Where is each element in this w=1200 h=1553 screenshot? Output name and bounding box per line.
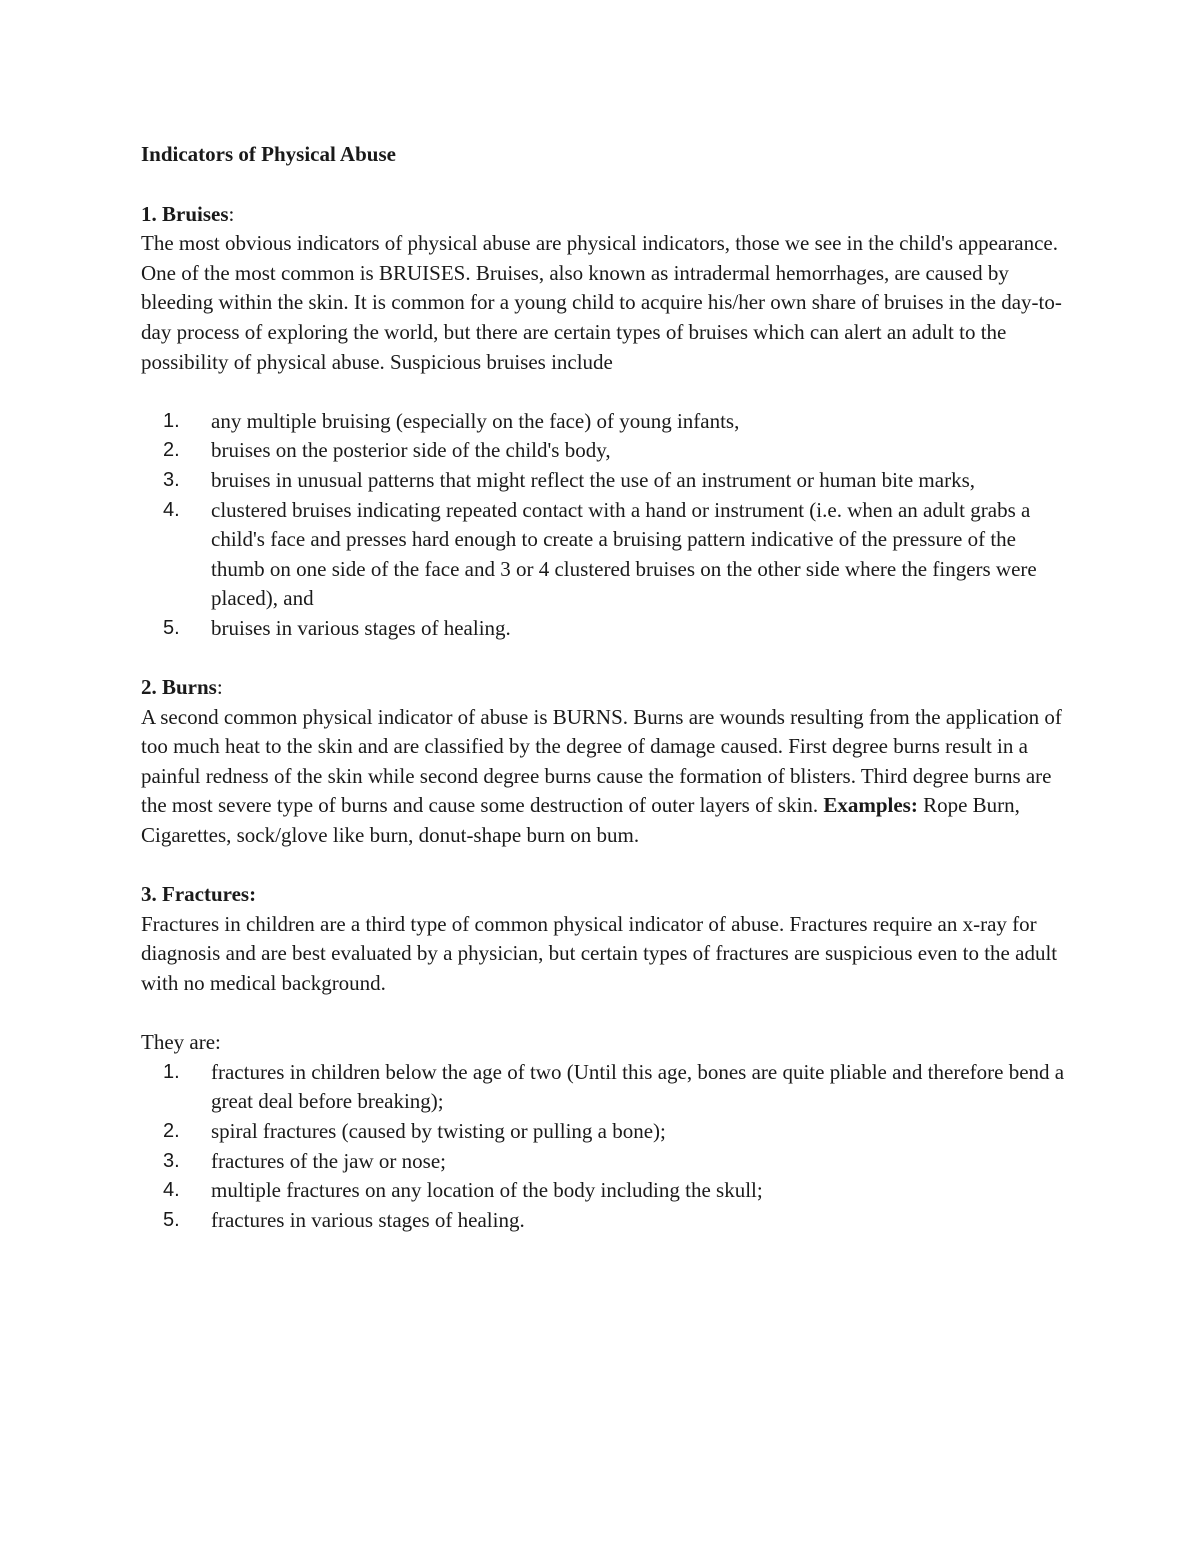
list-item-text: clustered bruises indicating repeated contact with a hand or instrument (i.e. when an adult grabs a child's face and presses hard enough to create a bruising pattern indicative of the pressure of the thumb on one side of the face and 3 or 4 clustered bruises on the other side where the fingers were placed), and: [211, 497, 1037, 611]
section-paragraph: [141, 703, 1071, 851]
section-paragraph: Fractures in children are a third type of common physical indicator of abuse. Fractures require an x-ray for diagnosis and are best evaluated by a physician, but certain types of fractures are suspicious even to the adult with no medical background.: [141, 911, 1058, 996]
spacer: [141, 644, 1071, 674]
section-title: Fractures:: [162, 882, 257, 907]
list-marker: 3.: [163, 1149, 180, 1172]
list-item: [141, 1147, 1071, 1177]
section-bruises: [141, 200, 1071, 644]
section-title: Burns: [162, 675, 217, 700]
list-item: [141, 1117, 1071, 1147]
document-body: [141, 140, 1071, 1235]
list-item: [141, 1206, 1071, 1236]
section-burns: [141, 673, 1071, 851]
list-intro: They are:: [141, 1030, 221, 1055]
list-marker: 4.: [163, 498, 180, 521]
section-number: 1.: [141, 201, 157, 226]
list-marker: 3.: [163, 468, 180, 491]
section-heading: [141, 200, 1071, 230]
section-number: 3.: [141, 882, 157, 907]
list-marker: 4.: [163, 1179, 180, 1202]
spacer: [141, 999, 1071, 1029]
list-item-text: fractures of the jaw or nose;: [211, 1148, 446, 1173]
list-item-text: multiple fractures on any location of the body including the skull;: [211, 1178, 763, 1203]
list-item-text: bruises in unusual patterns that might reflect the use of an instrument or human bite marks,: [211, 467, 975, 492]
list-item: [141, 466, 1071, 496]
heading-colon: :: [228, 201, 235, 226]
heading-colon: :: [216, 675, 223, 700]
section-heading: [141, 880, 1071, 910]
section-heading: [141, 673, 1071, 703]
list-marker: 2.: [163, 439, 180, 462]
list-item-text: any multiple bruising (especially on the face) of young infants,: [211, 408, 740, 433]
list-marker: 1.: [163, 409, 180, 432]
list-item: [141, 614, 1071, 644]
list-item-text: fractures in children below the age of two (Until this age, bones are quite pliable and therefore bend a great deal before breaking);: [211, 1059, 1065, 1114]
bruises-list: [141, 407, 1071, 644]
list-marker: 2.: [163, 1120, 180, 1142]
spacer: [141, 851, 1071, 881]
list-item: [141, 436, 1071, 466]
list-item: [141, 496, 1071, 614]
section-fractures: [141, 880, 1071, 1235]
list-item-text: fractures in various stages of healing.: [211, 1207, 525, 1232]
fractures-list: [141, 1058, 1071, 1236]
list-item-text: bruises in various stages of healing.: [211, 615, 511, 640]
list-item-text: bruises on the posterior side of the child's body,: [211, 438, 611, 463]
examples-label: Examples:: [823, 793, 918, 818]
paragraph-text: A second common physical indicator of abuse is BURNS. Burns are wounds resulting from the application of too much heat to the skin and are classified by the degree of damage caused. First degree burns result in a painful redness of the skin while second degree burns cause the formation of blisters. Third degree burns are the most severe type of burns and cause some destruction of outer layers of skin.: [141, 704, 1062, 818]
list-marker: 1.: [163, 1060, 180, 1083]
list-item: [141, 1176, 1071, 1206]
section-paragraph: The most obvious indicators of physical abuse are physical indicators, those we see in the child's appearance. One of the most common is BRUISES. Bruises, also known as intradermal hemorrhages, are caused by bleeding within the skin. It is common for a young child to acquire his/her own share of bruises in the day-to-day process of exploring the world, but there are certain types of bruises which can alert an adult to the possibility of physical abuse. Suspicious bruises include: [141, 231, 1062, 374]
spacer: [141, 377, 1071, 407]
list-item: [141, 1058, 1071, 1117]
section-title: Bruises: [162, 201, 229, 226]
document-title: Indicators of Physical Abuse: [141, 142, 396, 166]
paragraph-text: Rope Burn, Cigarettes, sock/glove like burn, donut-shape burn on bum.: [141, 793, 1020, 848]
list-marker: 5.: [163, 616, 180, 639]
list-item-text: spiral fractures (caused by twisting or pulling a bone);: [211, 1119, 666, 1143]
list-item: [141, 407, 1071, 437]
section-number: 2.: [141, 675, 157, 700]
list-marker: 5.: [163, 1208, 180, 1231]
